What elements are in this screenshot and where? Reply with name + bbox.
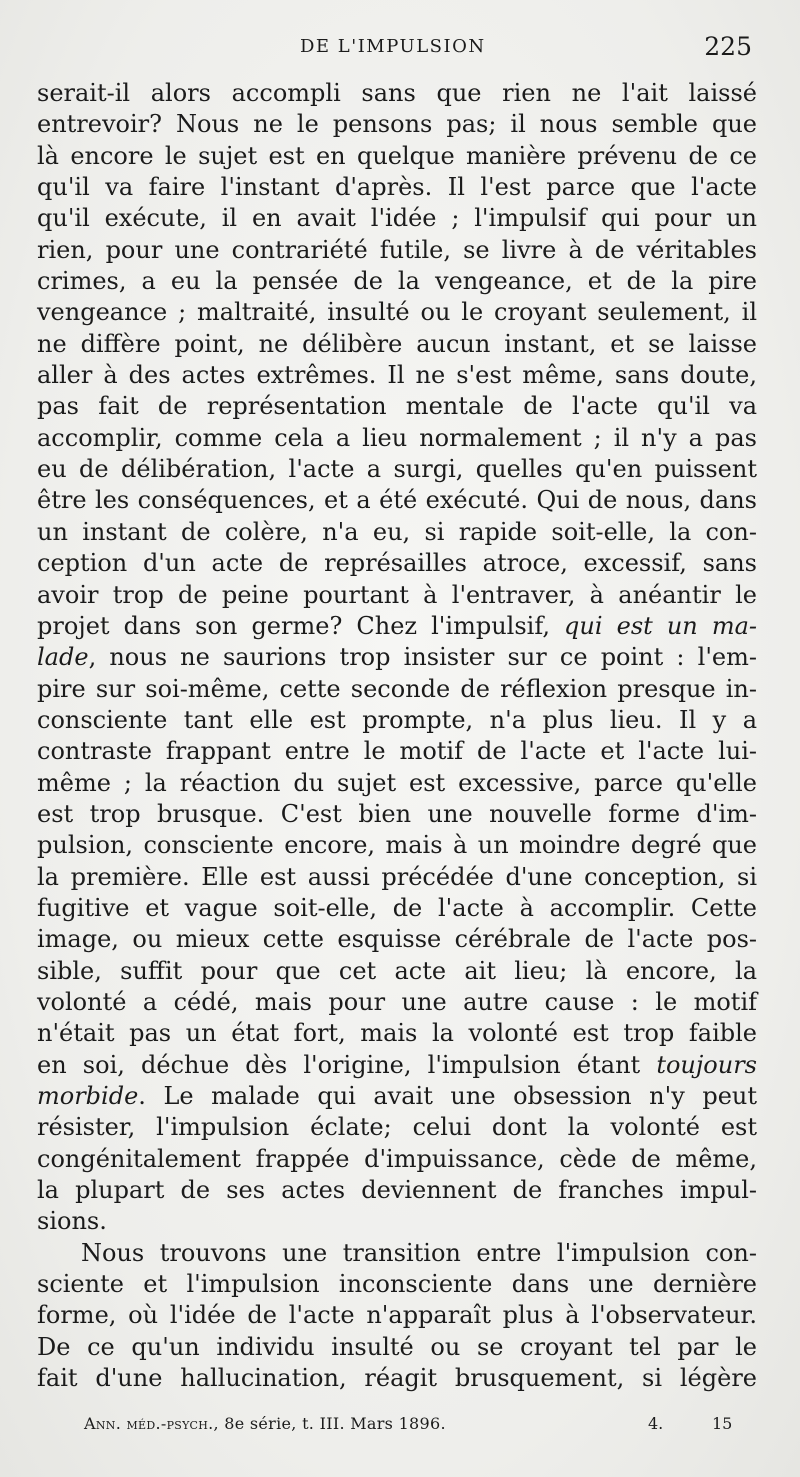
body-text (37, 78, 757, 1394)
page-header (0, 32, 800, 68)
line-text: volonté a cédé, mais pour une autre cause : le motif (37, 987, 757, 1016)
italic-text: toujours (656, 1050, 757, 1079)
text-line (37, 705, 757, 736)
text-line (37, 1363, 757, 1394)
text-line (37, 548, 757, 579)
journal-name: Ann. méd.-psych. (84, 1414, 214, 1433)
line-text: est trop brusque. C'est bien une nouvelle forme d'im- (37, 799, 757, 828)
line-text: fait d'une hallucination, réagit brusquement, si légère (37, 1364, 757, 1393)
page-footer (0, 1410, 800, 1440)
line-text: contraste frappant entre le motif de l'acte et l'acte lui- (37, 737, 757, 766)
line-text: serait-il alors accompli sans que rien ne l'ait laissé (37, 79, 757, 107)
text-line (37, 203, 757, 234)
sheet-number: 15 (712, 1414, 733, 1433)
line-text: sions. (37, 1207, 107, 1236)
text-line (37, 799, 757, 830)
text-line (37, 1144, 757, 1175)
text-line (37, 1050, 757, 1081)
text-line (37, 956, 757, 987)
line-text: pas fait de représentation mentale de l'acte qu'il va (37, 392, 757, 421)
line-text: résister, l'impulsion éclate; celui dont la volonté est (37, 1113, 757, 1142)
line-text: en soi, déchue dès l'origine, l'impulsion étant (37, 1050, 657, 1079)
text-line (37, 297, 757, 328)
line-text: ne diffère point, ne délibère aucun instant, et se laisse (37, 329, 757, 358)
text-line (37, 1175, 757, 1206)
text-line (37, 172, 757, 203)
text-line (37, 266, 757, 297)
line-text: pire sur soi-même, cette seconde de réflexion presque in- (37, 674, 757, 703)
text-line (37, 1018, 757, 1049)
line-text: qu'il exécute, il en avait l'idée ; l'impulsif qui pour un (37, 204, 757, 233)
text-line (37, 862, 757, 893)
italic-text: morbide (37, 1082, 139, 1110)
line-text: aller à des actes extrêmes. Il ne s'est même, sans doute, (37, 361, 757, 390)
line-text: ception d'un acte de représailles atroce, excessif, sans (37, 549, 757, 578)
text-line (37, 830, 757, 861)
text-line (37, 893, 757, 924)
journal-details: , 8e série, t. III. Mars 1896. (213, 1414, 446, 1433)
line-text: crimes, a eu la pensée de la vengeance, et de la pire (37, 267, 757, 296)
line-text: n'était pas un état fort, mais la volonté est trop faible (37, 1019, 757, 1048)
text-line (37, 391, 757, 422)
text-line (37, 141, 757, 172)
line-text: consciente tant elle est prompte, n'a plus lieu. Il y a (37, 705, 757, 734)
text-line (37, 235, 757, 266)
italic-text: qui est un ma- (564, 611, 758, 640)
line-text: forme, où l'idée de l'acte n'apparaît plus à l'observateur. (37, 1301, 757, 1330)
line-text: pulsion, consciente encore, mais à un moindre degré que (37, 831, 757, 860)
text-line (37, 611, 757, 642)
text-line (37, 109, 757, 140)
line-text: image, ou mieux cette esquisse cérébrale de l'acte pos- (37, 925, 757, 954)
text-line (37, 580, 757, 611)
page-number: 225 (704, 32, 752, 61)
line-text: qu'il va faire l'instant d'après. Il l'est parce que l'acte (37, 173, 757, 202)
text-line (37, 1269, 757, 1300)
line-text: là encore le sujet est en quelque manière prévenu de ce (37, 141, 757, 170)
line-text: . Le malade qui avait une obsession n'y peut (138, 1082, 757, 1110)
journal-citation (84, 1414, 446, 1433)
line-text: être les conséquences, et a été exécuté. Qui de nous, dans (37, 486, 757, 515)
line-text: un instant de colère, n'a eu, si rapide soit-elle, la con- (37, 517, 757, 546)
text-line (37, 360, 757, 391)
text-line (37, 517, 757, 548)
line-text: accomplir, comme cela a lieu normalement ; il n'y a pas (37, 423, 757, 452)
text-line (37, 423, 757, 454)
signature-number: 4. (648, 1414, 664, 1433)
line-text: rien, pour une contrariété futile, se livre à de véritables (37, 235, 757, 264)
line-text: projet dans son germe? Chez l'impulsif, (37, 611, 565, 640)
italic-text: lade (37, 643, 89, 672)
running-head: DE L'IMPULSION (300, 36, 486, 57)
text-line (37, 768, 757, 799)
line-text: De ce qu'un individu insulté ou se croyant tel par le (37, 1332, 757, 1361)
line-text: sciente et l'impulsion inconsciente dans une dernière (37, 1270, 757, 1299)
text-line (37, 987, 757, 1018)
line-text: sible, suffit pour que cet acte ait lieu; là encore, la (37, 956, 757, 985)
line-text: congénitalement frappée d'impuissance, cède de même, (37, 1144, 757, 1173)
line-text: vengeance ; maltraité, insulté ou le croyant seulement, il (37, 298, 757, 327)
text-line (37, 485, 757, 516)
text-line (37, 736, 757, 767)
text-line (37, 1206, 757, 1237)
text-line (37, 674, 757, 705)
line-text: fugitive et vague soit-elle, de l'acte à accomplir. Cette (37, 893, 757, 922)
text-line (37, 924, 757, 955)
text-line (37, 1238, 757, 1269)
text-line (37, 78, 757, 109)
text-line (37, 642, 757, 673)
line-text: Nous trouvons une transition entre l'impulsion con- (81, 1238, 757, 1267)
line-text: même ; la réaction du sujet est excessive, parce qu'elle (37, 768, 757, 797)
line-text: eu de délibération, l'acte a surgi, quelles qu'en puissent (37, 455, 757, 484)
line-text: , nous ne saurions trop insister sur ce point : l'em- (88, 643, 757, 672)
text-line (37, 1300, 757, 1331)
line-text: entrevoir? Nous ne le pensons pas; il nous semble que (37, 110, 757, 139)
line-text: avoir trop de peine pourtant à l'entraver, à anéantir le (37, 580, 757, 609)
text-line (37, 329, 757, 360)
text-line (37, 454, 757, 485)
text-line (37, 1112, 757, 1143)
line-text: la plupart de ses actes deviennent de franches impul- (37, 1176, 757, 1205)
text-line (37, 1081, 757, 1112)
text-line (37, 1332, 757, 1363)
line-text: la première. Elle est aussi précédée d'une conception, si (37, 862, 757, 891)
